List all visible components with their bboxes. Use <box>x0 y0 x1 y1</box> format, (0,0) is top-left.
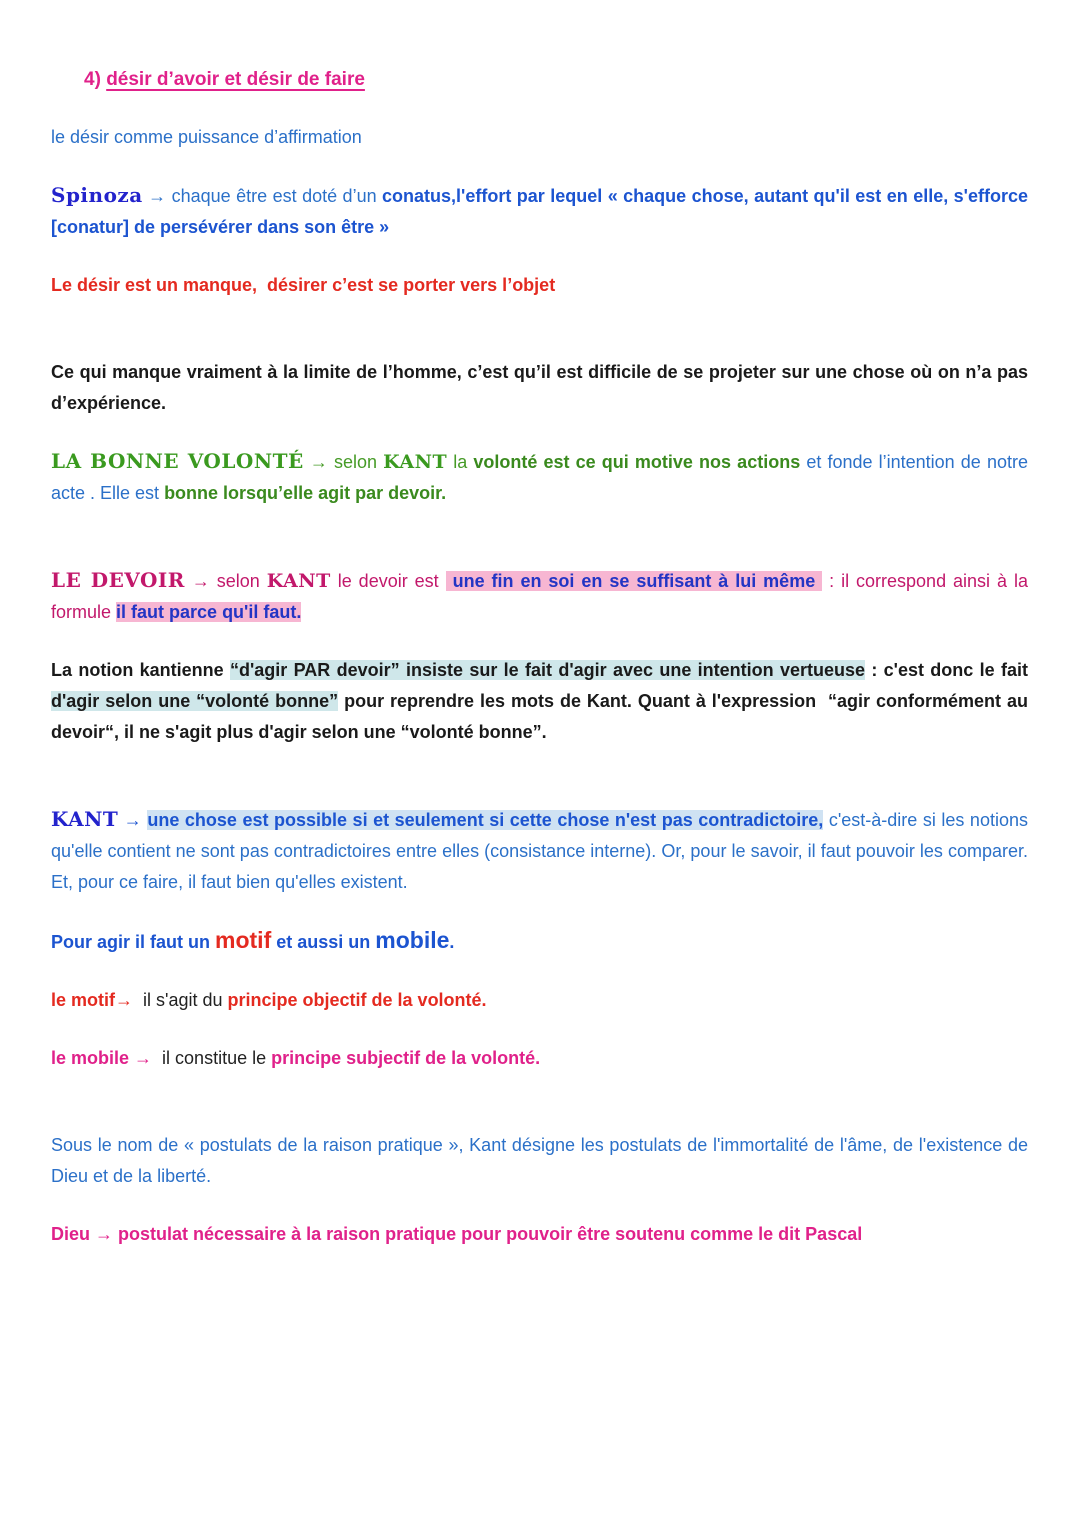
text-segment: KANT <box>51 807 119 831</box>
para-spinoza-conatus <box>51 180 1034 243</box>
text-segment: KANT <box>266 570 331 592</box>
text-segment: désir d’avoir et désir de faire <box>106 69 365 90</box>
text-segment: : il correspond ainsi à la formule <box>51 571 1033 622</box>
text-segment: principe objectif de la volonté. <box>227 990 487 1010</box>
text-segment: le désir comme puissance d’affirmation <box>51 127 362 147</box>
text-segment: → <box>142 186 172 206</box>
text-segment: . <box>449 932 455 952</box>
text-segment: volonté est ce qui motive nos actions <box>473 452 801 472</box>
text-segment: l’intention de notre acte . Elle est <box>51 452 1033 503</box>
text-segment: pour reprendre les mots de Kant. Quant à l'expression “agir conformément au devoir“, il ne s'agit plus d'agir selon une “volonté bonne”. <box>51 691 1034 742</box>
text-segment: selon <box>333 452 384 472</box>
text-segment: Pour agir il faut un <box>51 932 216 952</box>
text-segment: motif <box>215 927 272 953</box>
text-segment: le mobile <box>51 1048 135 1068</box>
text-segment: d'agir selon une “volonté bonne” <box>51 691 339 711</box>
text-segment: une chose est possible si et seulement si cette chose n'est pas contradictoire, <box>147 810 824 830</box>
para-bonne-volonte <box>51 446 1033 509</box>
text-segment: et aussi un <box>271 932 376 952</box>
text-segment: → <box>303 452 334 472</box>
section-heading <box>84 64 1028 95</box>
text-segment: “d'agir PAR devoir” insiste sur le fait d'agir avec une intention vertueuse <box>230 660 866 680</box>
text-segment: conatus,l'effort par lequel « chaque chose, autant qu'il est en elle, s'efforce [conatur] de persévérer dans son être » <box>51 186 1034 237</box>
text-segment: : c'est donc le fait <box>865 660 1033 680</box>
para-ce-qui-manque <box>51 357 1034 419</box>
text-segment: 4) <box>84 69 107 90</box>
para-le-devoir <box>51 565 1033 628</box>
text-segment: Spinoza <box>51 183 143 207</box>
para-le-motif <box>51 985 1028 1016</box>
text-segment: Ce qui manque vraiment à la limite de l’homme, c’est qu’il est difficile de se projeter sur une chose où on n’a pas d’expérience. <box>51 362 1034 413</box>
text-segment: Sous le nom de « postulats de la raison pratique », Kant désigne les postulats de l'immortalité de l'âme, de l'existence de Dieu et de la liberté. <box>51 1135 1034 1186</box>
para-kant-possible <box>51 804 1034 898</box>
para-desir-manque <box>51 270 1028 301</box>
para-le-mobile <box>51 1043 1028 1074</box>
text-segment: → <box>118 810 148 830</box>
document-content <box>51 64 1034 1250</box>
text-segment: et fonde <box>800 452 879 472</box>
text-segment: → <box>115 990 139 1010</box>
para-motif-mobile <box>51 925 1028 958</box>
text-segment: principe subjectif de la volonté. <box>271 1048 541 1068</box>
text-segment: chaque être est doté d’un <box>171 186 383 206</box>
text-segment: → <box>134 1048 158 1068</box>
text-segment: → <box>184 571 217 591</box>
text-segment: le devoir est <box>330 571 446 591</box>
text-segment: une fin en soi en se suffisant à lui même <box>445 571 823 591</box>
para-notion-kantienne <box>51 655 1034 748</box>
text-segment: LA BONNE VOLONTÉ <box>51 449 304 473</box>
text-segment: c'est-à-dire si les notions qu'elle contient ne sont pas contradictoires entre elles (consistance interne). Or, pour le savoir, il faut pouvoir les comparer. Et, pour ce faire, il faut bien qu'elles existent. <box>51 810 1034 892</box>
text-segment: il constitue le <box>157 1048 272 1068</box>
text-segment: il s'agit du <box>138 990 228 1010</box>
text-segment: Le désir est un manque, désirer c’est se porter vers l’objet <box>51 275 556 295</box>
text-segment: La notion kantienne <box>51 660 230 680</box>
text-segment: la <box>447 452 474 472</box>
text-segment: bonne lorsqu’elle agit par devoir. <box>164 483 447 503</box>
text-segment: mobile <box>375 927 450 953</box>
text-segment: il faut parce qu'il faut. <box>116 602 302 622</box>
text-segment: Dieu → postulat nécessaire à la raison pratique pour pouvoir être soutenu comme le dit Pascal <box>51 1224 863 1244</box>
para-dieu-postulat <box>51 1219 1028 1250</box>
text-segment: KANT <box>383 451 448 473</box>
para-postulats <box>51 1130 1034 1192</box>
para-desir-puissance <box>51 122 1028 153</box>
text-segment: LE DEVOIR <box>51 568 185 592</box>
text-segment: le motif <box>51 990 116 1010</box>
text-segment: selon <box>216 571 267 591</box>
